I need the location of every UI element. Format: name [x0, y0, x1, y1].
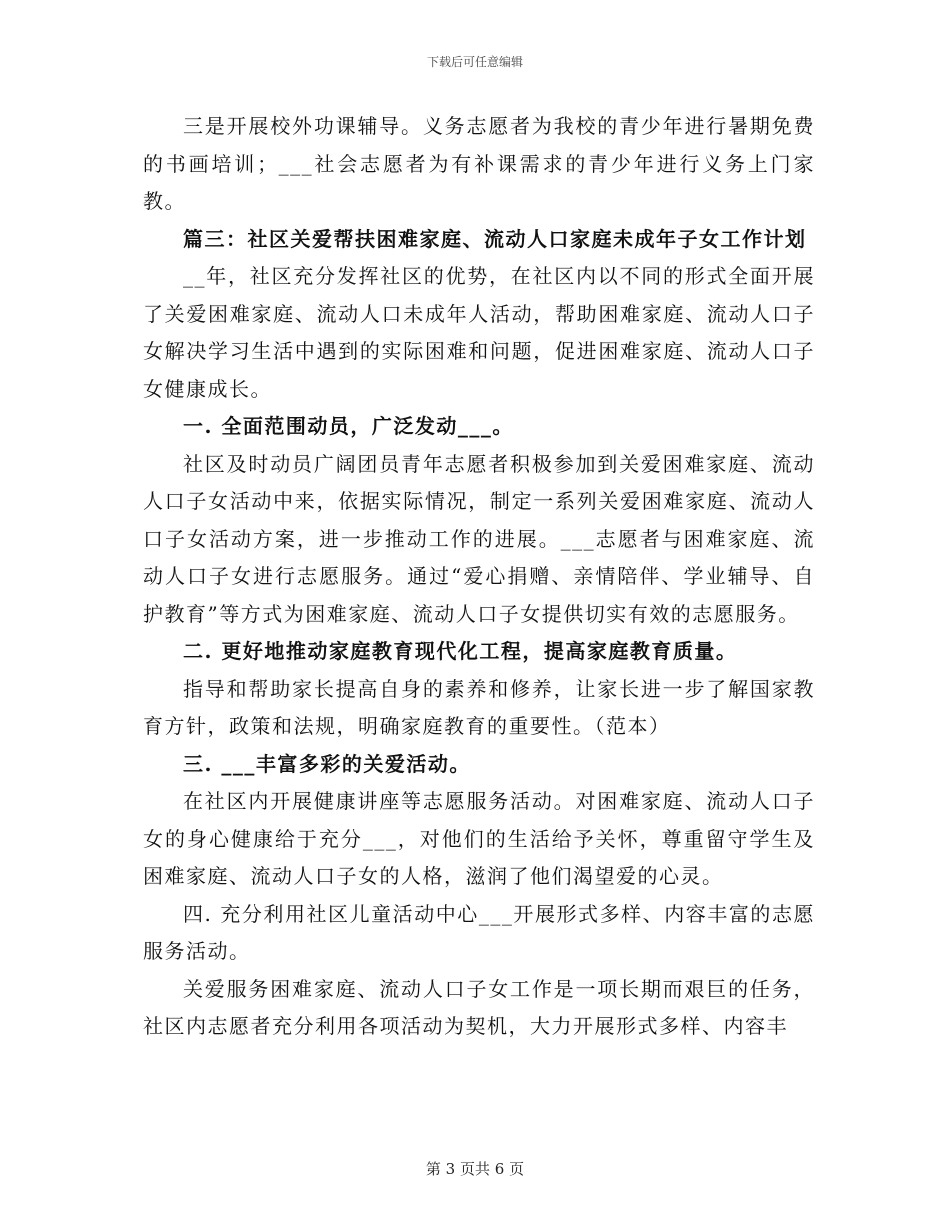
paragraph: 关爱服务困难家庭、流动人口子女工作是一项长期而艰巨的任务，社区内志愿者充分利用各项活动为契机，大力开展形式多样、内容丰 — [143, 976, 815, 1038]
paragraph: 社区及时动员广阔团员青年志愿者积极参加到关爱困难家庭、流动人口子女活动中来，依据实际情况，制定一系列关爱困难家庭、流动人口子女活动方案，进一步推动工作的进展。___志愿者与困难家庭、流动人口子女进行志愿服务。通过“爱心捐赠、亲情陪伴、学业辅导、自护教育”等方式为困难家庭、流动人口子女提供切实有效的志愿服务。 — [143, 451, 815, 626]
paragraph: 指导和帮助家长提高自身的素养和修养，让家长进一步了解国家教育方针，政策和法规，明确家庭教育的重要性。（范本） — [143, 676, 815, 738]
section-heading: 一. 全面范围动员，广泛发动___。 — [183, 414, 514, 438]
page-footer: 第 3 页共 6 页 — [425, 1160, 525, 1178]
page-header: 下载后可任意编辑 — [426, 55, 523, 69]
paragraph: 在社区内开展健康讲座等志愿服务活动。对困难家庭、流动人口子女的身心健康给于充分___，对他们的生活给予关怀，尊重留守学生及困难家庭、流动人口子女的人格，滋润了他们渴望爱的心灵。 — [143, 789, 815, 888]
paragraph: 三是开展校外功课辅导。义务志愿者为我校的青少年进行暑期免费的书画培训；___社会志愿者为有补课需求的青少年进行义务上门家教。 — [143, 114, 815, 213]
section-heading: 二. 更好地推动家庭教育现代化工程，提高家庭教育质量。 — [183, 639, 738, 663]
document-body — [143, 108, 815, 1046]
paragraph: 四. 充分利用社区儿童活动中心___开展形式多样、内容丰富的志愿服务活动。 — [143, 901, 815, 963]
paragraph: __年，社区充分发挥社区的优势，在社区内以不同的形式全面开展了关爱困难家庭、流动人口未成年人活动，帮助困难家庭、流动人口子女解决学习生活中遇到的实际困难和问题，促进困难家庭、流动人口子女健康成长。 — [143, 264, 815, 401]
section-heading: 三. ___丰富多彩的关爱活动。 — [183, 751, 471, 776]
section-heading: 篇三：社区关爱帮扶困难家庭、流动人口家庭未成年子女工作计划 — [183, 226, 807, 251]
